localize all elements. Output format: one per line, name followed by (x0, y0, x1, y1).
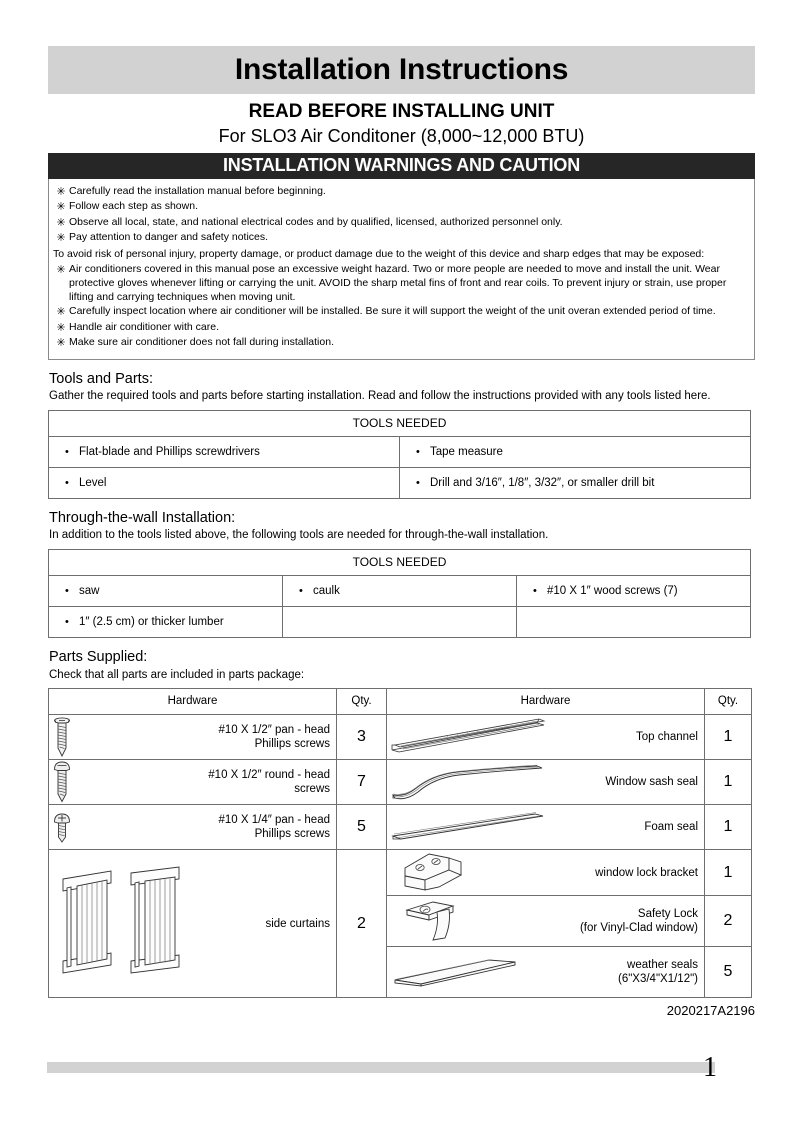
tool-cell (49, 607, 283, 638)
tool-label: Drill and 3/16″, 1/8″, 3/32″, or smaller drill bit (430, 477, 655, 490)
footer-bar (47, 1062, 715, 1073)
tool-label: saw (79, 585, 100, 598)
part-label-line2: (for Vinyl-Clad window) (579, 922, 698, 935)
part-right-cell (387, 715, 705, 760)
tool-label: Flat-blade and Phillips screwdrivers (79, 446, 260, 459)
part-right-cell (387, 760, 705, 805)
part-label (557, 730, 704, 744)
part-label-line1: weather seals (627, 958, 698, 971)
part-qty: 2 (337, 850, 387, 998)
side-curtains-icon (49, 861, 209, 986)
warnings-banner: INSTALLATION WARNINGS AND CAUTION (48, 153, 755, 179)
part-label (164, 813, 336, 842)
part-qty: 3 (337, 715, 387, 760)
table-header-row (49, 550, 751, 576)
part-right-cell (387, 947, 705, 998)
through-the-wall-heading: Through-the-wall Installation: (49, 510, 236, 527)
tool-cell (283, 576, 517, 607)
part-label-line2: Phillips screws (254, 738, 330, 751)
table-header-row (49, 689, 752, 715)
warning-text: Carefully read the installation manual before beginning. (69, 184, 326, 197)
safety-lock-icon (387, 896, 557, 946)
part-label-line1: side curtains (265, 917, 330, 930)
part-left-cell-side-curtains (49, 850, 337, 998)
part-label (557, 820, 704, 834)
part-qty: 1 (705, 760, 752, 805)
bullet-icon (65, 616, 79, 628)
table-header-row (49, 411, 751, 437)
tool-cell (517, 576, 751, 607)
warning-text: Observe all local, state, and national electrical codes and by qualified, licensed, authorized personnel only. (69, 215, 563, 228)
hardware-header-left: Hardware (49, 689, 337, 715)
warning-text: Handle air conditioner with care. (69, 320, 219, 333)
table-row (49, 607, 751, 638)
bullet-icon (416, 477, 430, 489)
part-label-line1: window lock bracket (595, 866, 698, 879)
table-row (49, 437, 751, 468)
top-channel-icon (387, 716, 557, 758)
part-right-cell (387, 805, 705, 850)
parts-row (49, 715, 752, 760)
tool-label: Tape measure (430, 446, 503, 459)
tool-label: 1″ (2.5 cm) or thicker lumber (79, 616, 224, 629)
tools-needed-header: TOOLS NEEDED (49, 550, 751, 576)
warning-item (53, 231, 746, 246)
table-row (49, 576, 751, 607)
tool-label: caulk (313, 585, 340, 598)
pan-head-screw-long-icon (49, 715, 164, 759)
part-label-line2: (6"X3/4"X1/12") (617, 973, 698, 986)
asterisk-bullet-icon: ✳ (56, 216, 66, 229)
asterisk-bullet-icon: ✳ (56, 263, 66, 276)
part-label-line1: #10 X 1/2″ round - head (208, 768, 330, 781)
asterisk-bullet-icon: ✳ (56, 185, 66, 198)
part-qty: 2 (705, 896, 752, 947)
bullet-icon (416, 446, 430, 458)
asterisk-bullet-icon: ✳ (56, 232, 66, 245)
tool-label: #10 X 1″ wood screws (7) (547, 585, 678, 598)
bullet-icon (65, 585, 79, 597)
bullet-icon (65, 477, 79, 489)
part-left-cell (49, 805, 337, 850)
part-left-cell (49, 715, 337, 760)
weather-seals-icon (387, 950, 557, 994)
document-number: 2020217A2196 (666, 1003, 755, 1019)
part-left-cell (49, 760, 337, 805)
asterisk-bullet-icon: ✳ (56, 306, 66, 319)
tools-and-parts-heading: Tools and Parts: (49, 370, 153, 387)
tools-needed-header: TOOLS NEEDED (49, 411, 751, 437)
warning-item (53, 200, 746, 215)
pan-head-screw-short-icon (49, 805, 164, 849)
part-qty: 5 (337, 805, 387, 850)
subtitle-model: For SLO3 Air Conditoner (8,000~12,000 BTU) (218, 125, 585, 146)
tools-needed-table (48, 410, 751, 499)
qty-header-left: Qty. (337, 689, 387, 715)
foam-seal-icon (387, 806, 557, 848)
parts-supplied-table (48, 688, 752, 998)
bullet-icon (65, 446, 79, 458)
asterisk-bullet-icon: ✳ (56, 337, 66, 350)
window-lock-bracket-icon (387, 850, 557, 895)
parts-row (49, 760, 752, 805)
tools-and-parts-description: Gather the required tools and parts before starting installation. Read and follow the instructions provided with any tools listed here. (49, 390, 711, 403)
tool-cell (49, 576, 283, 607)
part-qty: 7 (337, 760, 387, 805)
part-qty: 1 (705, 805, 752, 850)
part-label (557, 958, 704, 987)
part-label-line1: Foam seal (644, 821, 698, 834)
tool-label: Level (79, 477, 107, 490)
warning-item (53, 185, 746, 200)
through-the-wall-tools-table (48, 549, 751, 638)
subtitle-read-before: READ BEFORE INSTALLING UNIT (248, 101, 555, 122)
window-sash-seal-icon (387, 761, 557, 803)
warning-item (53, 321, 746, 336)
warning-item (53, 336, 746, 351)
part-label (557, 866, 704, 880)
part-qty: 1 (705, 715, 752, 760)
qty-header-right: Qty. (705, 689, 752, 715)
warning-text: Pay attention to danger and safety notices. (69, 231, 269, 244)
table-row (49, 468, 751, 499)
asterisk-bullet-icon: ✳ (56, 201, 66, 214)
part-label-line2: Phillips screws (254, 828, 330, 841)
page-number: 1 (703, 1052, 717, 1083)
warning-text: Make sure air conditioner does not fall during installation. (69, 336, 334, 349)
part-label-line1: Top channel (635, 731, 698, 744)
part-label (164, 723, 336, 752)
parts-row (49, 805, 752, 850)
round-head-screw-icon (49, 760, 164, 804)
part-label (209, 917, 336, 931)
parts-supplied-heading: Parts Supplied: (49, 649, 148, 666)
tool-cell (49, 437, 400, 468)
warning-item (53, 216, 746, 231)
tool-cell (49, 468, 400, 499)
parts-row (49, 850, 752, 896)
warning-item (53, 305, 746, 320)
hardware-header-right: Hardware (387, 689, 705, 715)
part-label-line1: #10 X 1/4″ pan - head (218, 813, 330, 826)
part-label-line1: #10 X 1/2″ pan - head (218, 723, 330, 736)
warnings-box (48, 179, 755, 360)
tool-cell-empty (517, 607, 751, 638)
page-title: Installation Instructions (48, 46, 755, 94)
part-label-line1: Window sash seal (605, 776, 698, 789)
warning-text: Air conditioners covered in this manual pose an excessive weight hazard. Two or more people are needed to move and install the unit. Wear protective gloves whenever lifting or carrying the unit. AVOID the sharp metal fins of front and rear coils. To prevent injury or strain, use proper lifting and carrying techniques when moving unit. (69, 262, 727, 303)
part-right-cell (387, 896, 705, 947)
parts-supplied-description: Check that all parts are included in parts package: (49, 668, 305, 681)
part-right-cell (387, 850, 705, 896)
bullet-icon (533, 585, 547, 597)
part-label-line1: Safety Lock (637, 907, 698, 920)
warning-item (53, 263, 746, 305)
part-label (557, 775, 704, 789)
document-page (48, 0, 755, 1018)
warning-text: Carefully inspect location where air conditioner will be installed. Be sure it will support the weight of the unit overan extended period of time. (69, 305, 716, 318)
warning-paragraph: To avoid risk of personal injury, property damage, or product damage due to the weight of this device and sharp edges that may be exposed: (53, 247, 705, 260)
part-qty: 1 (705, 850, 752, 896)
part-label-line2: screws (294, 783, 330, 796)
tool-cell (400, 468, 751, 499)
warning-text: Follow each step as shown. (69, 200, 198, 213)
part-label (557, 907, 704, 936)
through-the-wall-description: In addition to the tools listed above, the following tools are needed for through-the-wall installation. (49, 529, 549, 542)
asterisk-bullet-icon: ✳ (56, 321, 66, 334)
part-label (164, 768, 336, 797)
bullet-icon (299, 585, 313, 597)
tool-cell (400, 437, 751, 468)
part-qty: 5 (705, 947, 752, 998)
tool-cell-empty (283, 607, 517, 638)
